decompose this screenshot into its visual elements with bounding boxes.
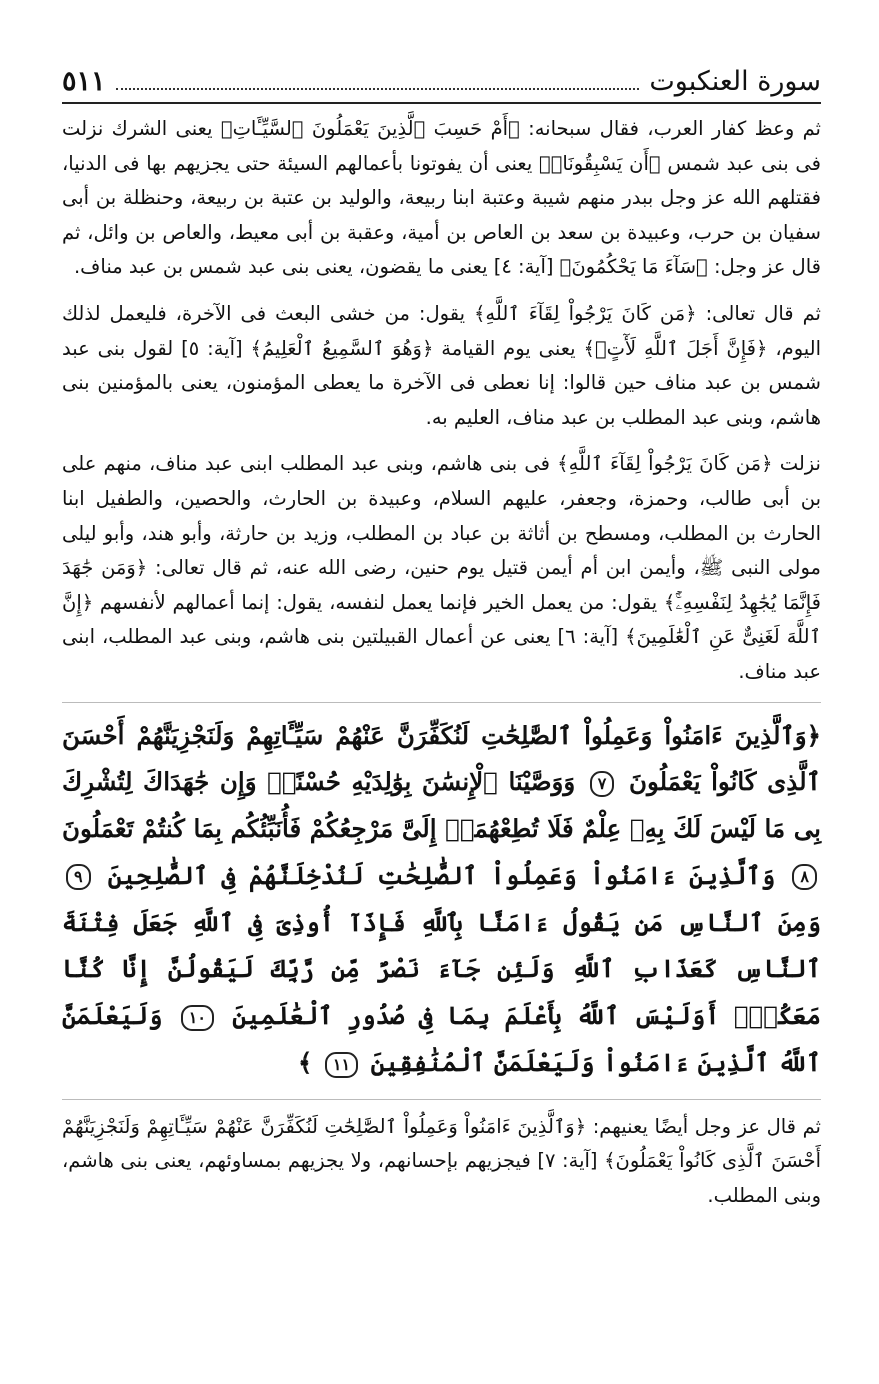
- page-body: [62, 112, 821, 1226]
- verse-text-7: ﴿وَٱلَّذِينَ ءَامَنُواْ وَعَمِلُواْ ٱلصَّٰلِحَٰتِ لَنُكَفِّرَنَّ عَنْهُمْ سَيِّـَٔاتِهِمْ وَلَنَجْزِيَنَّهُمْ أَحْسَنَ ٱلَّذِى كَانُواْ يَعْمَلُونَ: [62, 720, 821, 797]
- closing-bracket: ﴾: [297, 1048, 313, 1078]
- page-header: [62, 52, 821, 104]
- verse-number-marker: ٩: [66, 864, 91, 890]
- quran-verses-block: [62, 713, 821, 1087]
- header-dot-leader: [116, 88, 640, 90]
- surah-title: سورة العنكبوت: [649, 66, 821, 97]
- verse-number-marker: ٧: [590, 771, 615, 797]
- page-number: ٥١١: [62, 66, 106, 97]
- commentary-paragraph-2: ثم قال تعالى: ﴿مَن كَانَ يَرْجُواْ لِقَآءَ ٱللَّهِ﴾ يقول: من خشى البعث فى الآخرة، فليعمل لذلك اليوم، ﴿فَإِنَّ أَجَلَ ٱللَّهِ لَأٓتٍۚ﴾ يعنى يوم القيامة ﴿وَهُوَ ٱلسَّمِيعُ ٱلْعَلِيمُ﴾ [آية: ٥] لقول بنى عبد شمس بن عبد مناف حين قالوا: إنا نعطى فى الآخرة ما يعطى المؤمنون، يعنى بالمؤمنين بنى هاشم، وبنى عبد المطلب بن عبد مناف، العليم به.: [62, 301, 822, 429]
- verse-text-10: وَمِنَ ٱلنَّاسِ مَن يَقُولُ ءَامَنَّا بِٱللَّهِ فَإِذَآ أُوذِىَ فِى ٱللَّهِ جَعَلَ فِتْنَةَ ٱلنَّاسِ كَعَذَابِ ٱللَّهِ وَلَئِن جَآءَ نَصْرٌ مِّن رَّبِّكَ لَيَقُولُنَّ إِنَّا كُنَّا مَعَكُمْۚ أَوَلَيْسَ ٱللَّهُ بِأَعْلَمَ بِمَا فِى صُدُورِ ٱلْعَٰلَمِينَ: [62, 907, 822, 1031]
- verse-number-marker: ١٠: [181, 1005, 214, 1031]
- verse-text-11: وَلَيَعْلَمَنَّ ٱللَّهُ ٱلَّذِينَ ءَامَنُواْ وَلَيَعْلَمَنَّ ٱلْمُنَٰفِقِينَ: [62, 1001, 821, 1078]
- commentary-paragraph-4: ثم قال عز وجل أيضًا يعنيهم: ﴿وَٱلَّذِينَ ءَامَنُواْ وَعَمِلُواْ ٱلصَّٰلِحَٰتِ لَنُكَفِّرَنَّ عَنْهُمْ سَيِّـَٔاتِهِمْ وَلَنَجْزِيَنَّهُمْ أَحْسَنَ ٱلَّذِى كَانُواْ يَعْمَلُونَ﴾ [آية: ٧] فيجزيهم بإحسانهم، ولا يجزيهم بمساوئهم، يعنى بنى هاشم، وبنى المطلب.: [62, 1114, 821, 1208]
- section-divider-bottom: [62, 1099, 821, 1100]
- verse-number-marker: ٨: [792, 864, 817, 890]
- verse-text-8: وَوَصَّيْنَا ٱلْإِنسَٰنَ بِوَٰلِدَيْهِ حُسْنًاۖ وَإِن جَٰهَدَاكَ لِتُشْرِكَ بِى مَا لَيْسَ لَكَ بِهِۦ عِلْمٌ فَلَا تُطِعْهُمَآۚ إِلَىَّ مَرْجِعُكُمْ فَأُنَبِّئُكُم بِمَا كُنتُمْ تَعْمَلُونَ: [62, 767, 821, 844]
- commentary-paragraph-1: ثم وعظ كفار العرب، فقال سبحانه: ﴿أَمْ حَسِبَ ٱلَّذِينَ يَعْمَلُونَ ٱلسَّيِّـَٔاتِ﴾ يعنى الشرك نزلت فى بنى عبد شمس ﴿أَن يَسْبِقُونَاۚ﴾ يعنى أن يفوتونا بأعمالهم السيئة حتى يجزيهم بها فى الدنيا، فقتلهم الله عز وجل ببدر منهم شيبة وعتبة ابنا ربيعة، والوليد بن عتبة بن ربيعة، وحنظلة بن أبى سفيان بن حرب، وعبيدة بن سعد بن العاص بن أمية، وعقبة بن أبى معيط، والعاص بن وائل، ثم قال عز وجل: ﴿سَآءَ مَا يَحْكُمُونَ﴾ [آية: ٤] يعنى ما يقضون، يعنى بنى عبد شمس بن عبد مناف.: [62, 117, 821, 279]
- verse-number-marker: ١١: [325, 1052, 358, 1078]
- section-divider-top: [62, 702, 821, 703]
- verse-text-9: وَٱلَّذِينَ ءَامَنُواْ وَعَمِلُواْ ٱلصَّٰلِحَٰتِ لَنُدْخِلَنَّهُمْ فِى ٱلصَّٰلِحِينَ: [107, 860, 776, 890]
- commentary-paragraph-3: نزلت ﴿مَن كَانَ يَرْجُواْ لِقَآءَ ٱللَّهِ﴾ فى بنى هاشم، وبنى عبد المطلب ابنى عبد مناف، منهم على بن أبى طالب، وحمزة، وجعفر، عليهم السلام، وعبيدة بن الحارث، والحصين، والطفيل ابنا الحارث بن المطلب، ومسطح بن أثاثة بن عباد بن المطلب، وزيد بن حارثة، وأبو هند، وأبو ليلى مولى النبى ﷺ، وأيمن ابن أم أيمن قتيل يوم حنين، رضى الله عنه، ثم قال تعالى: ﴿وَمَن جَٰهَدَ فَإِنَّمَا يُجَٰهِدُ لِنَفْسِهِۦٓۚ﴾ يقول: من يعمل الخير فإنما يعمل لنفسه، يقول: إنما أعمالهم لأنفسهم ﴿إِنَّ ٱللَّهَ لَغَنِىٌّ عَنِ ٱلْعَٰلَمِينَ﴾ [آية: ٦] يعنى عن أعمال القبيلتين بنى هاشم، وبنى عبد المطلب، ابنى عبد مناف.: [62, 452, 821, 683]
